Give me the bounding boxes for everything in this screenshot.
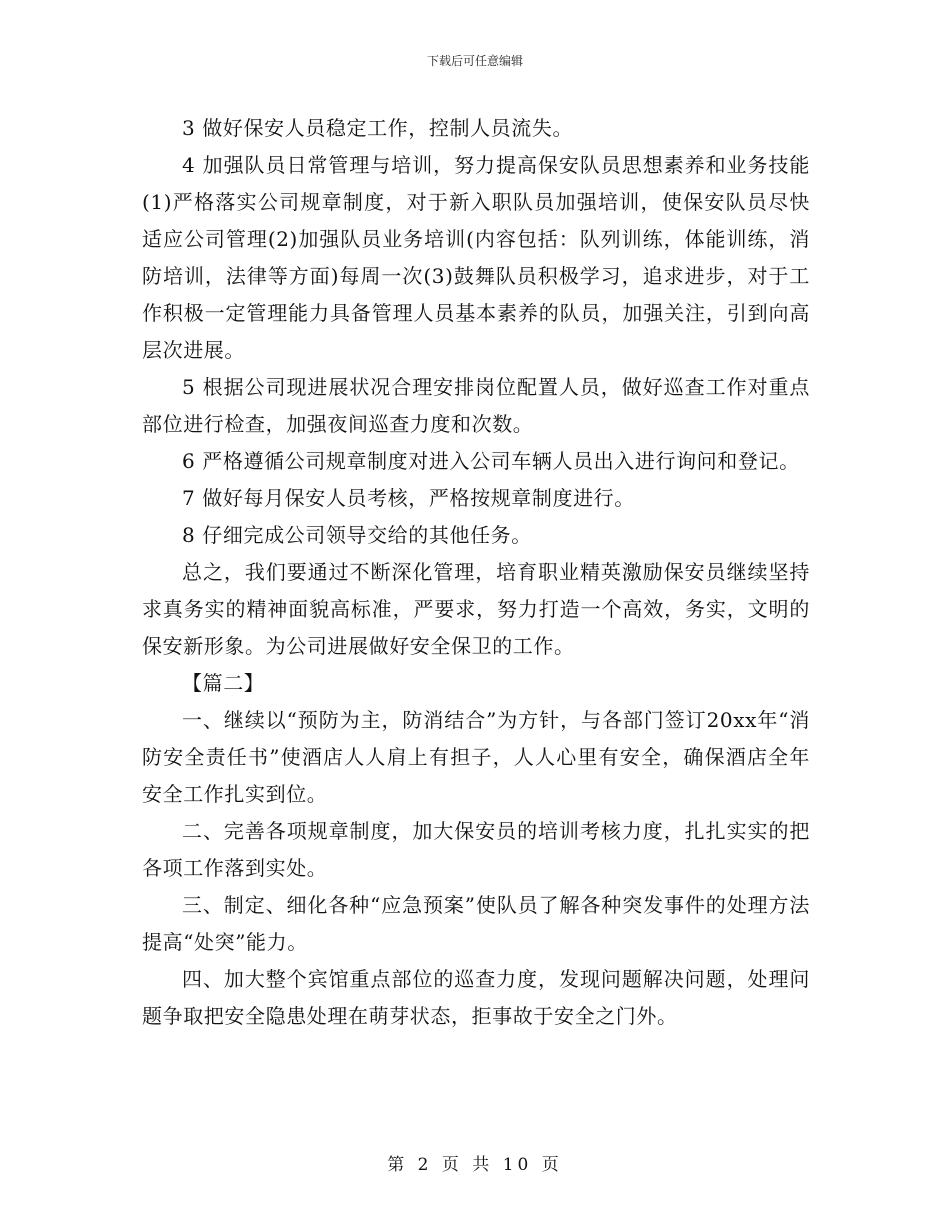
page-header: 下载后可任意编辑 <box>426 54 523 68</box>
paragraph-item-5: 5 根据公司现进展状况合理安排岗位配置人员，做好巡查工作对重点部位进行检查，加强夜间巡查力度和次数。 <box>142 375 810 436</box>
paragraph-item-7: 7 做好每月保安人员考核，严格按规章制度进行。 <box>182 486 635 510</box>
paragraph-item-6: 6 严格遵循公司规章制度对进入公司车辆人员出入进行询问和登记。 <box>182 449 800 473</box>
paragraph-summary: 总之，我们要通过不断深化管理，培育职业精英激励保安员继续坚持求真务实的精神面貌高标准，严要求，努力打造一个高效，务实，文明的保安新形象。为公司进展做好安全保卫的工作。 <box>142 560 810 658</box>
paragraph-item-4: 4 加强队员日常管理与培训，努力提高保安队员思想素养和业务技能(1)严格落实公司规章制度，对于新入职队员加强培训，使保安队员尽快适应公司管理(2)加强队员业务培训(内容包括：队列训练，体能训练，消防培训，法律等方面)每周一次(3)鼓舞队员积极学习，追求进步，对于工作积极一定管理能力具备管理人员基本素养的队员，加强关注，引到向高层次进展。 <box>142 153 810 362</box>
paragraph-point-4: 四、加大整个宾馆重点部位的巡查力度，发现问题解决问题，处理问题争取把安全隐患处理在萌芽状态，拒事故于安全之门外。 <box>142 967 810 1028</box>
document-body <box>142 110 810 1035</box>
page-number: 第 2 页 共 10 页 <box>387 1155 563 1175</box>
paragraph-point-2: 二、完善各项规章制度，加大保安员的培训考核力度，扎扎实实的把各项工作落到实处。 <box>142 819 810 880</box>
section-heading: 【篇二】 <box>182 671 265 695</box>
paragraph-point-1: 一、继续以“预防为主，防消结合”为方针，与各部门签订20xx年“消防安全责任书”使酒店人人肩上有担子，人人心里有安全，确保酒店全年安全工作扎实到位。 <box>142 708 810 806</box>
paragraph-item-3: 3 做好保安人员稳定工作，控制人员流失。 <box>182 116 574 140</box>
paragraph-item-8: 8 仔细完成公司领导交给的其他任务。 <box>182 523 532 547</box>
paragraph-point-3: 三、制定、细化各种“应急预案”使队员了解各种突发事件的处理方法提高“处突”能力。 <box>142 893 810 954</box>
